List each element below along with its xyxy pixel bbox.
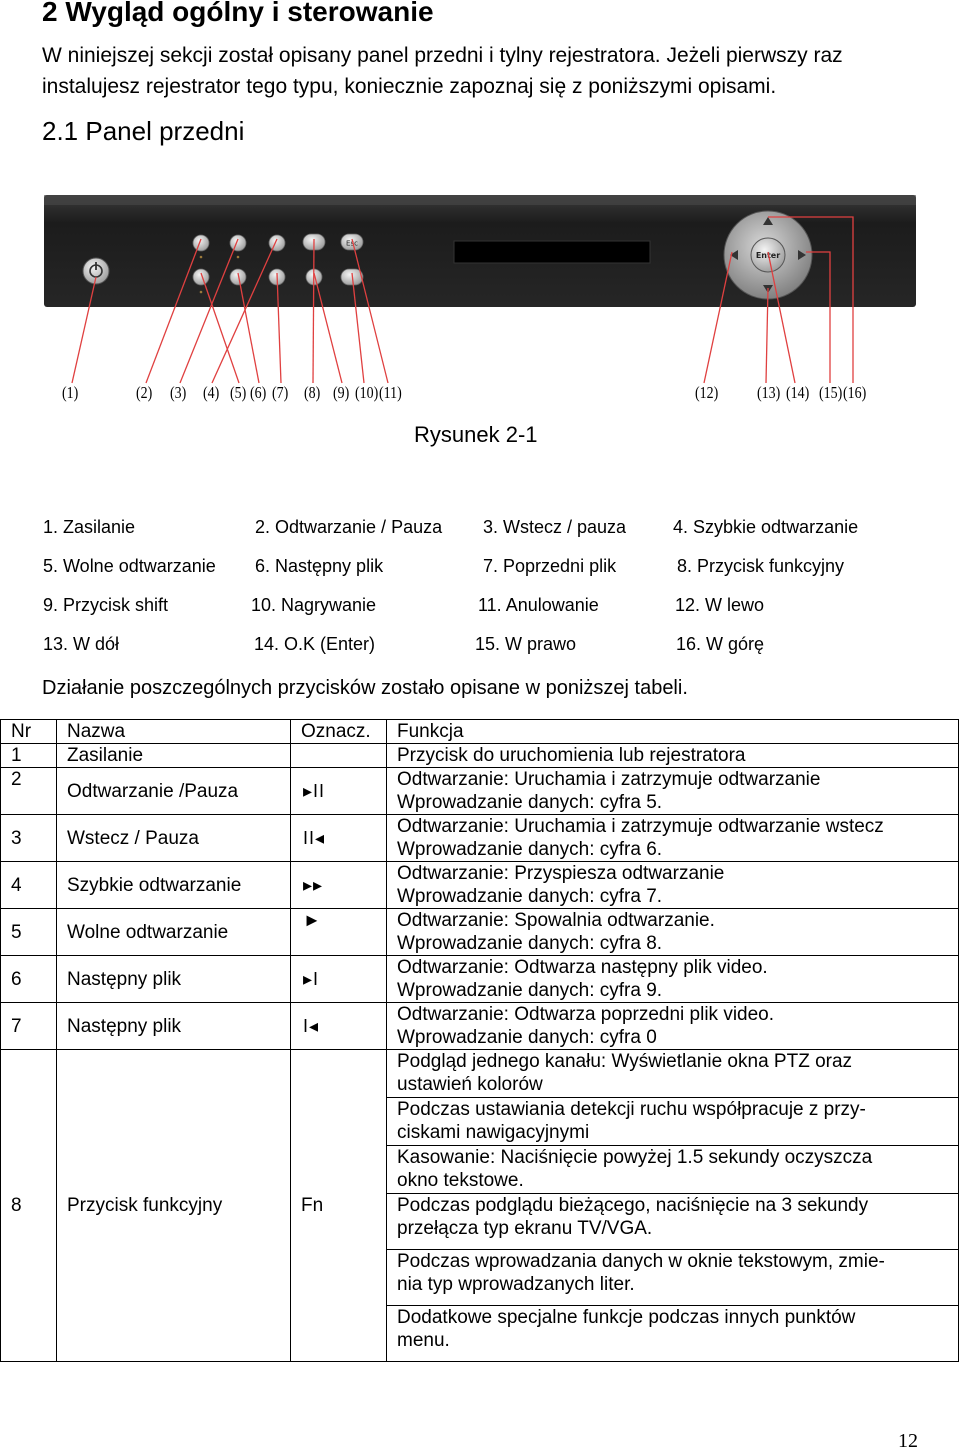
callout-14: (14) bbox=[786, 383, 810, 402]
legend-item: 14. O.K (Enter) bbox=[254, 634, 376, 654]
cell-nr: 7 bbox=[1, 1003, 57, 1050]
cell-nr: 3 bbox=[1, 815, 57, 862]
cell-mark bbox=[291, 744, 387, 768]
legend-item: 11. Anulowanie bbox=[478, 595, 599, 615]
header-nr: Nr bbox=[1, 720, 57, 744]
cell-mark: ▸II bbox=[291, 768, 387, 815]
callout-16: (16) bbox=[843, 383, 867, 402]
cell-function: Odtwarzanie: Uruchamia i zatrzymuje odtwarzanie wstecz Wprowadzanie danych: cyfra 6. bbox=[387, 815, 959, 862]
cell-name: Wstecz / Pauza bbox=[57, 815, 291, 862]
callout-6: (6) bbox=[250, 383, 267, 402]
legend-item: 6. Następny plik bbox=[255, 556, 384, 576]
callout-2: (2) bbox=[136, 383, 153, 402]
cell-name: Szybkie odtwarzanie bbox=[57, 862, 291, 909]
header-name: Nazwa bbox=[57, 720, 291, 744]
cell-function: Kasowanie: Naciśnięcie powyżej 1.5 sekundy oczyszcza okno tekstowe. bbox=[387, 1146, 959, 1194]
cell-function: Dodatkowe specjalne funkcje podczas innych punktów menu. bbox=[387, 1306, 959, 1362]
svg-text:Enter: Enter bbox=[755, 251, 781, 260]
cell-nr: 5 bbox=[1, 909, 57, 956]
cell-mark: Fn bbox=[291, 1050, 387, 1362]
table-row bbox=[1, 1050, 959, 1098]
cell-nr: 8 bbox=[1, 1050, 57, 1362]
callout-5: (5) bbox=[230, 383, 247, 402]
cell-mark: I◂ bbox=[291, 1003, 387, 1050]
table-row bbox=[1, 956, 959, 1003]
cell-nr: 2 bbox=[1, 768, 57, 815]
callout-3: (3) bbox=[170, 383, 187, 402]
callout-10: (10) bbox=[355, 383, 379, 402]
cell-nr: 1 bbox=[1, 744, 57, 768]
cell-mark: ► bbox=[291, 909, 387, 956]
table-row bbox=[1, 815, 959, 862]
legend-item: 12. W lewo bbox=[675, 595, 765, 615]
cell-function: Przycisk do uruchomienia lub rejestratora bbox=[387, 744, 959, 768]
cell-name: Następny plik bbox=[57, 1003, 291, 1050]
table-header-row bbox=[1, 720, 959, 744]
cell-function: Podczas ustawiania detekcji ruchu współpracuje z przy- ciskami nawigacyjnymi bbox=[387, 1098, 959, 1146]
callout-4: (4) bbox=[203, 383, 220, 402]
cell-function: Podczas wprowadzania danych w oknie tekstowym, zmie- nia typ wprowadzanych liter. bbox=[387, 1250, 959, 1306]
legend-item: 3. Wstecz / pauza bbox=[483, 517, 627, 537]
cell-mark: II◂ bbox=[291, 815, 387, 862]
callout-7: (7) bbox=[272, 383, 289, 402]
table-row bbox=[1, 744, 959, 768]
header-mark: Oznacz. bbox=[291, 720, 387, 744]
cell-name: Zasilanie bbox=[57, 744, 291, 768]
cell-name: Przycisk funkcyjny bbox=[57, 1050, 291, 1362]
cell-function: Odtwarzanie: Uruchamia i zatrzymuje odtwarzanie Wprowadzanie danych: cyfra 5. bbox=[387, 768, 959, 815]
header-function: Funkcja bbox=[387, 720, 959, 744]
legend-item: 10. Nagrywanie bbox=[251, 595, 377, 615]
legend-item: 4. Szybkie odtwarzanie bbox=[673, 517, 859, 537]
cell-function: Odtwarzanie: Spowalnia odtwarzanie. Wprowadzanie danych: cyfra 8. bbox=[387, 909, 959, 956]
cell-function: Podczas podglądu bieżącego, naciśnięcie na 3 sekundy przełącza typ ekranu TV/VGA. bbox=[387, 1194, 959, 1250]
figure-caption: Rysunek 2-1 bbox=[414, 422, 538, 447]
cell-nr: 6 bbox=[1, 956, 57, 1003]
table-row bbox=[1, 768, 959, 815]
intro-paragraph: W niniejszej sekcji został opisany panel przedni i tylny rejestratora. Jeżeli pierwszy raz instalujesz rejestrator tego typu, koniecznie zapoznaj się z poniższymi opisami. bbox=[42, 44, 843, 98]
callout-8: (8) bbox=[304, 383, 321, 402]
page-number: 12 bbox=[898, 1430, 918, 1452]
legend-item: 16. W górę bbox=[676, 634, 765, 654]
table-row bbox=[1, 1003, 959, 1050]
svg-text:Esc: Esc bbox=[346, 239, 358, 248]
cell-function: Podgląd jednego kanału: Wyświetlanie okna PTZ oraz ustawień kolorów bbox=[387, 1050, 959, 1098]
cell-mark: ▸I bbox=[291, 956, 387, 1003]
legend-item: 8. Przycisk funkcyjny bbox=[677, 556, 845, 576]
table-row bbox=[1, 909, 959, 956]
callout-9: (9) bbox=[333, 383, 350, 402]
function-table bbox=[0, 719, 959, 1362]
cell-nr: 4 bbox=[1, 862, 57, 909]
subsection-heading: 2.1 Panel przedni bbox=[42, 116, 245, 146]
cell-name: Odtwarzanie /Pauza bbox=[57, 768, 291, 815]
legend-item: 5. Wolne odtwarzanie bbox=[43, 556, 216, 576]
legend-item: 1. Zasilanie bbox=[43, 517, 136, 537]
cell-mark: ▸▸ bbox=[291, 862, 387, 909]
callout-15: (15) bbox=[819, 383, 843, 402]
callout-1: (1) bbox=[62, 383, 79, 402]
table-intro: Działanie poszczególnych przycisków zostało opisane w poniższej tabeli. bbox=[42, 677, 688, 699]
legend-item: 9. Przycisk shift bbox=[43, 595, 169, 615]
cell-name: Następny plik bbox=[57, 956, 291, 1003]
table-row bbox=[1, 862, 959, 909]
legend-item: 13. W dół bbox=[43, 634, 120, 654]
section-heading: 2 Wygląd ogólny i sterowanie bbox=[42, 0, 434, 27]
callout-leader-lines bbox=[0, 190, 960, 390]
legend-item: 2. Odtwarzanie / Pauza bbox=[255, 517, 443, 537]
callout-11: (11) bbox=[379, 383, 402, 402]
legend-item: 7. Poprzedni plik bbox=[483, 556, 617, 576]
cell-function: Odtwarzanie: Odtwarza poprzedni plik video. Wprowadzanie danych: cyfra 0 bbox=[387, 1003, 959, 1050]
cell-function: Odtwarzanie: Przyspiesza odtwarzanie Wprowadzanie danych: cyfra 7. bbox=[387, 862, 959, 909]
cell-function: Odtwarzanie: Odtwarza następny plik video. Wprowadzanie danych: cyfra 9. bbox=[387, 956, 959, 1003]
callout-12: (12) bbox=[695, 383, 719, 402]
legend-item: 15. W prawo bbox=[475, 634, 577, 654]
cell-name: Wolne odtwarzanie bbox=[57, 909, 291, 956]
callout-13: (13) bbox=[757, 383, 781, 402]
